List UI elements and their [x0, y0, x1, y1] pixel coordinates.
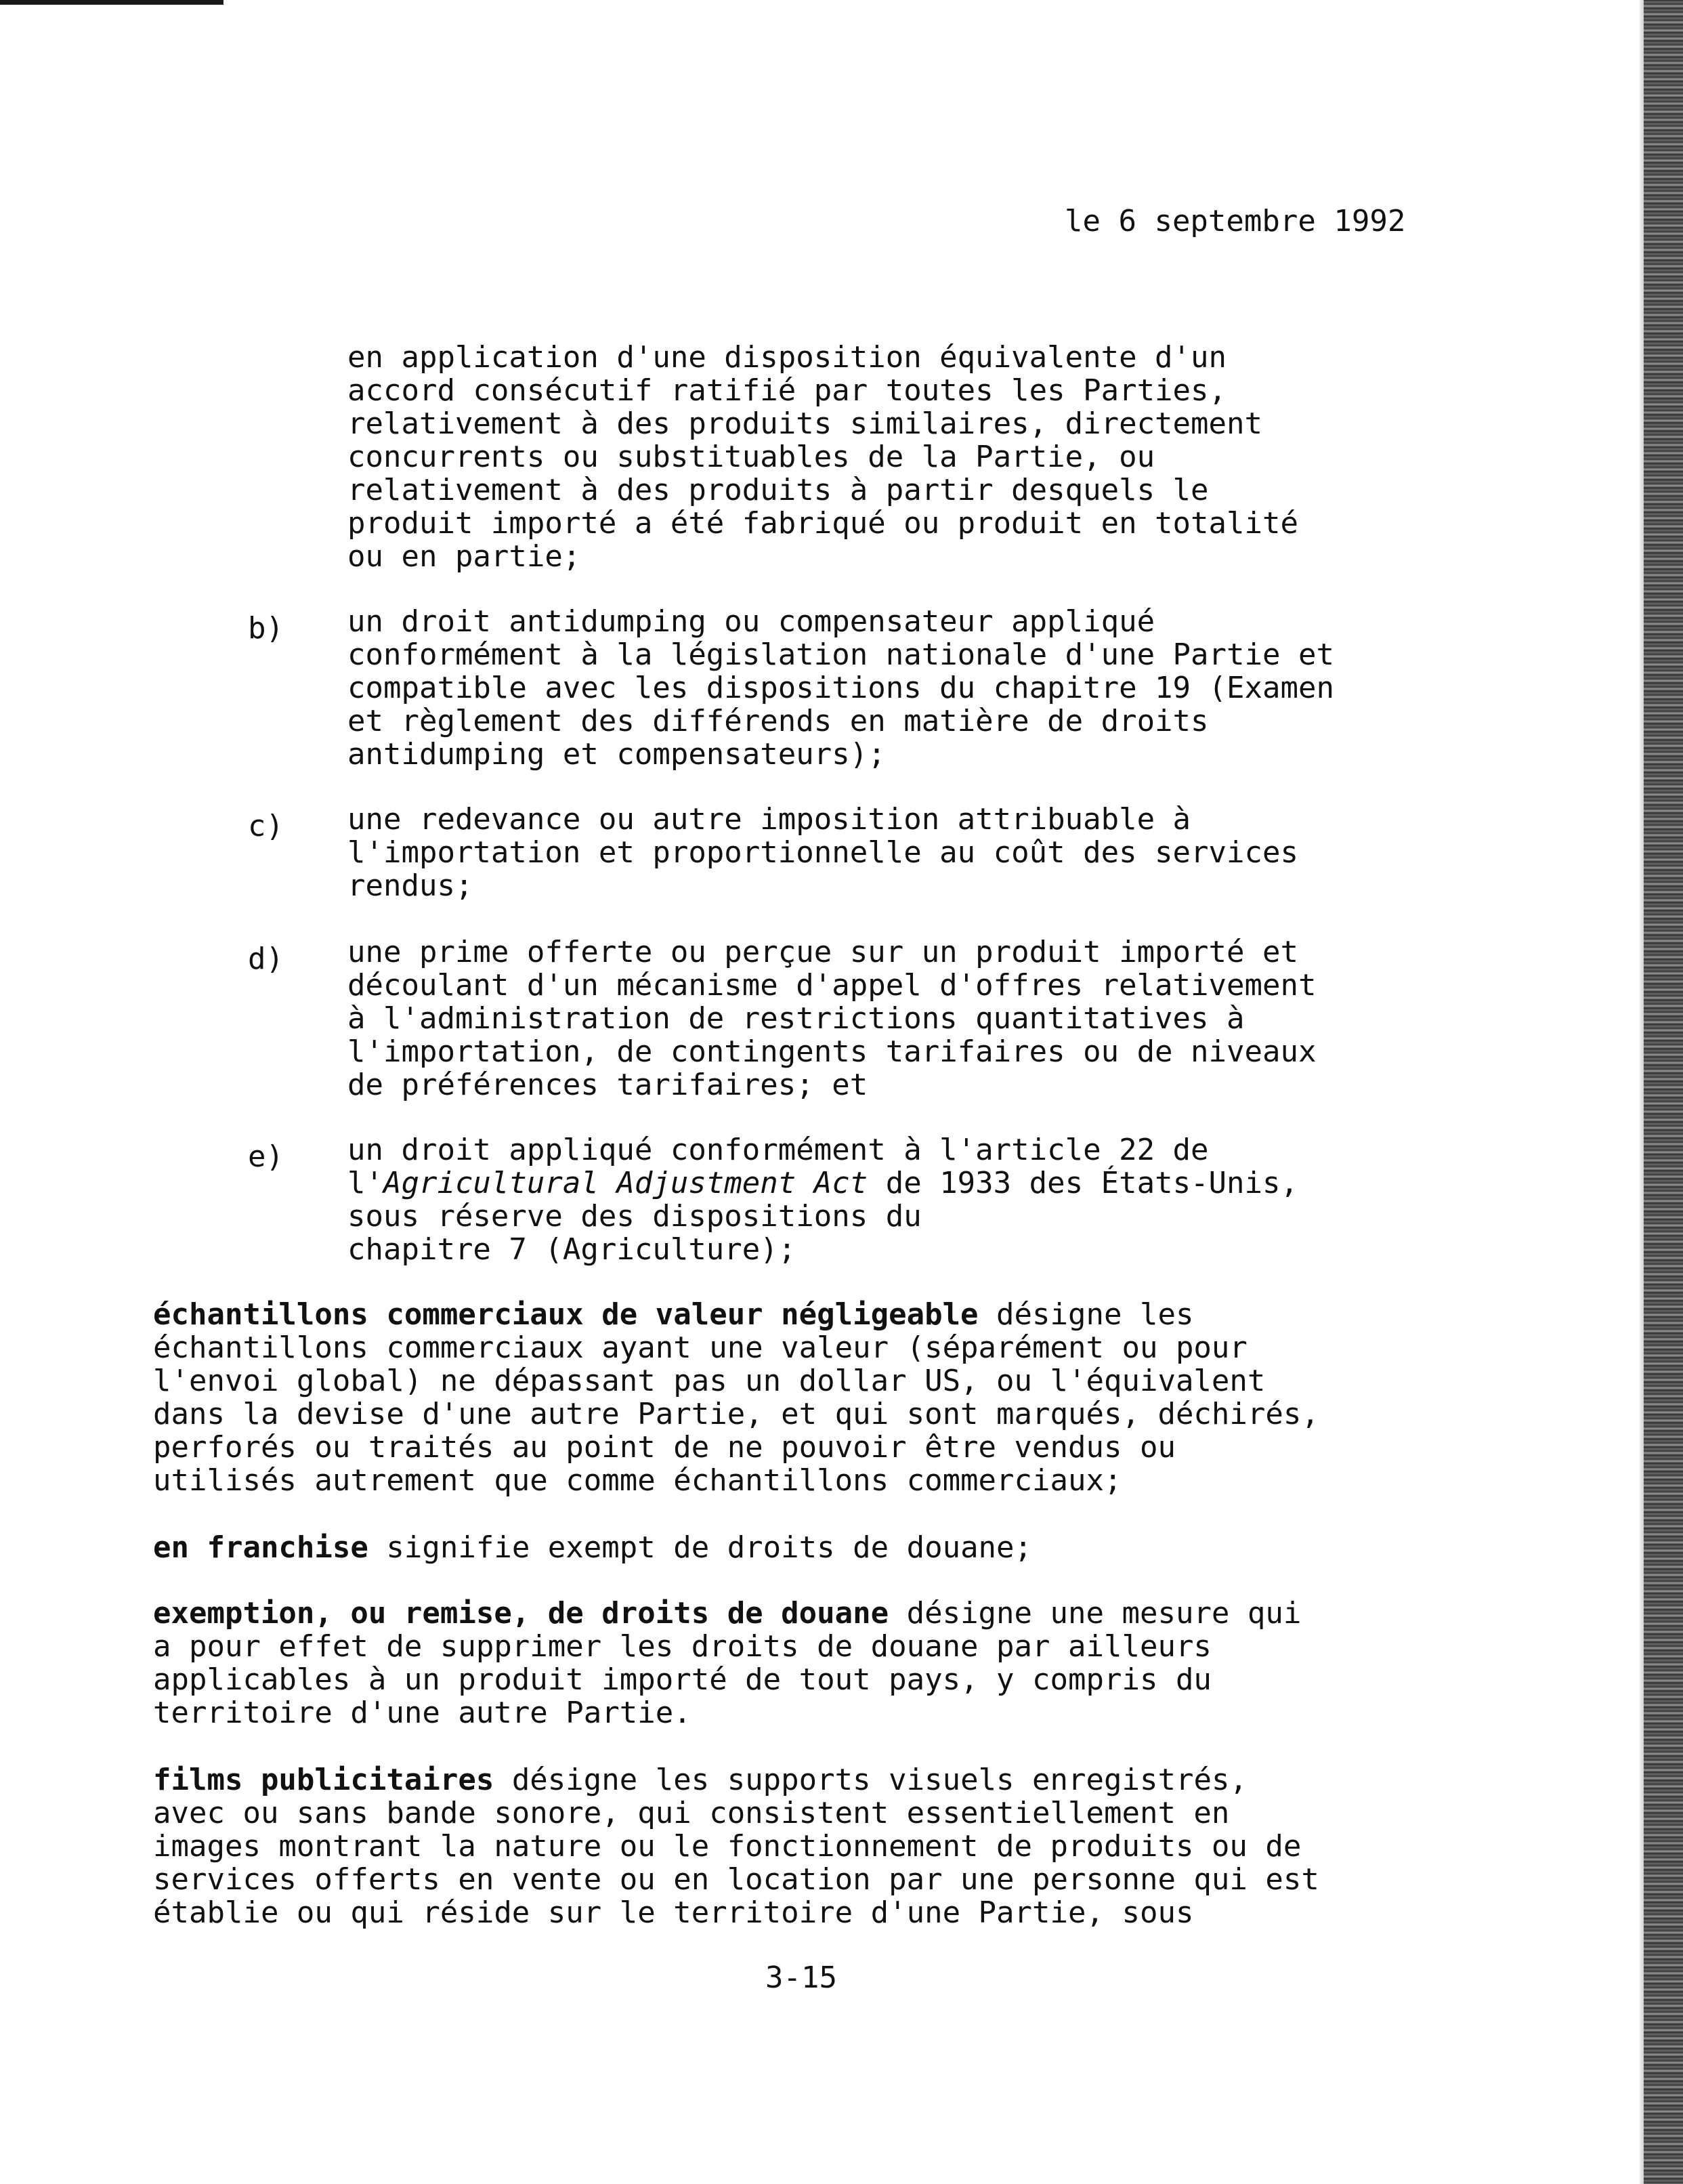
scan-edge-top — [0, 0, 223, 5]
continuation-paragraph: en application d'une disposition équivalente d'un accord consécutif ratifié par toutes les Parties, relativement à des produits similaires, directement concurrents ou substituables de la Partie, ou relativement à des produits à partir desquels le produit importé a été fabriqué ou produit en totalité ou en partie; — [347, 340, 1298, 574]
item-label-c: c) — [248, 809, 284, 843]
definition-en-franchise: en franchise signifie exempt de droits de douane; — [153, 1530, 1033, 1565]
document-date: le 6 septembre 1992 — [1065, 204, 1406, 238]
item-e-text: un droit appliqué conformément à l'article 22 de l'Agricultural Adjustment Act de 1933 des États-Unis, sous réserve des dispositions du chapitre 7 (Agriculture); — [347, 1133, 1298, 1267]
definition-exemption: exemption, ou remise, de droits de douane désigne une mesure qui a pour effet de supprimer les droits de douane par ailleurs applicables à un produit importé de tout pays, y compris du territoire d'une autre Partie. — [153, 1596, 1302, 1730]
definition-echantillons: échantillons commerciaux de valeur négligeable désigne les échantillons commerciaux ayant une valeur (séparément ou pour l'envoi global) ne dépassant pas un dollar US, ou l'équivalent dans la devise d'une autre Partie, et qui sont marqués, déchirés, perforés ou traités au point de ne pouvoir être vendus ou utilisés autrement que comme échantillons commerciaux; — [153, 1297, 1319, 1498]
defined-term: en franchise — [153, 1530, 368, 1565]
defined-term: exemption, ou remise, de droits de douane — [153, 1596, 889, 1631]
item-label-d: d) — [248, 942, 284, 976]
page-number: 3-15 — [765, 1960, 837, 1995]
item-b-text: un droit antidumping ou compensateur appliqué conformément à la législation nationale d'une Partie et compatible avec les dispositions du chapitre 19 (Examen et règlement des différends en matière de droits antidumping et compensateurs); — [347, 604, 1334, 772]
item-label-b: b) — [248, 611, 284, 646]
defined-term: films publicitaires — [153, 1763, 494, 1797]
scan-edge-shadow — [1638, 0, 1644, 2184]
act-title: Agricultural Adjustment Act — [383, 1166, 868, 1200]
item-label-e: e) — [248, 1139, 284, 1174]
item-d-text: une prime offerte ou perçue sur un produit importé et découlant d'un mécanisme d'appel d'offres relativement à l'administration de restrictions quantitatives à l'importation, de contingents tarifaires ou de niveaux de préférences tarifaires; et — [347, 935, 1317, 1102]
definition-films-publicitaires: films publicitaires désigne les supports visuels enregistrés, avec ou sans bande sonore, qui consistent essentiellement en images montrant la nature ou le fonctionnement de produits ou de services offerts en vente ou en location par une personne qui est établie ou qui réside sur le territoire d'une Partie, sous — [153, 1763, 1319, 1930]
scan-edge-right — [1644, 0, 1683, 2184]
defined-term: échantillons commerciaux de valeur négligeable — [153, 1297, 979, 1332]
item-c-text: une redevance ou autre imposition attribuable à l'importation et proportionnelle au coût des services rendus; — [347, 802, 1298, 903]
